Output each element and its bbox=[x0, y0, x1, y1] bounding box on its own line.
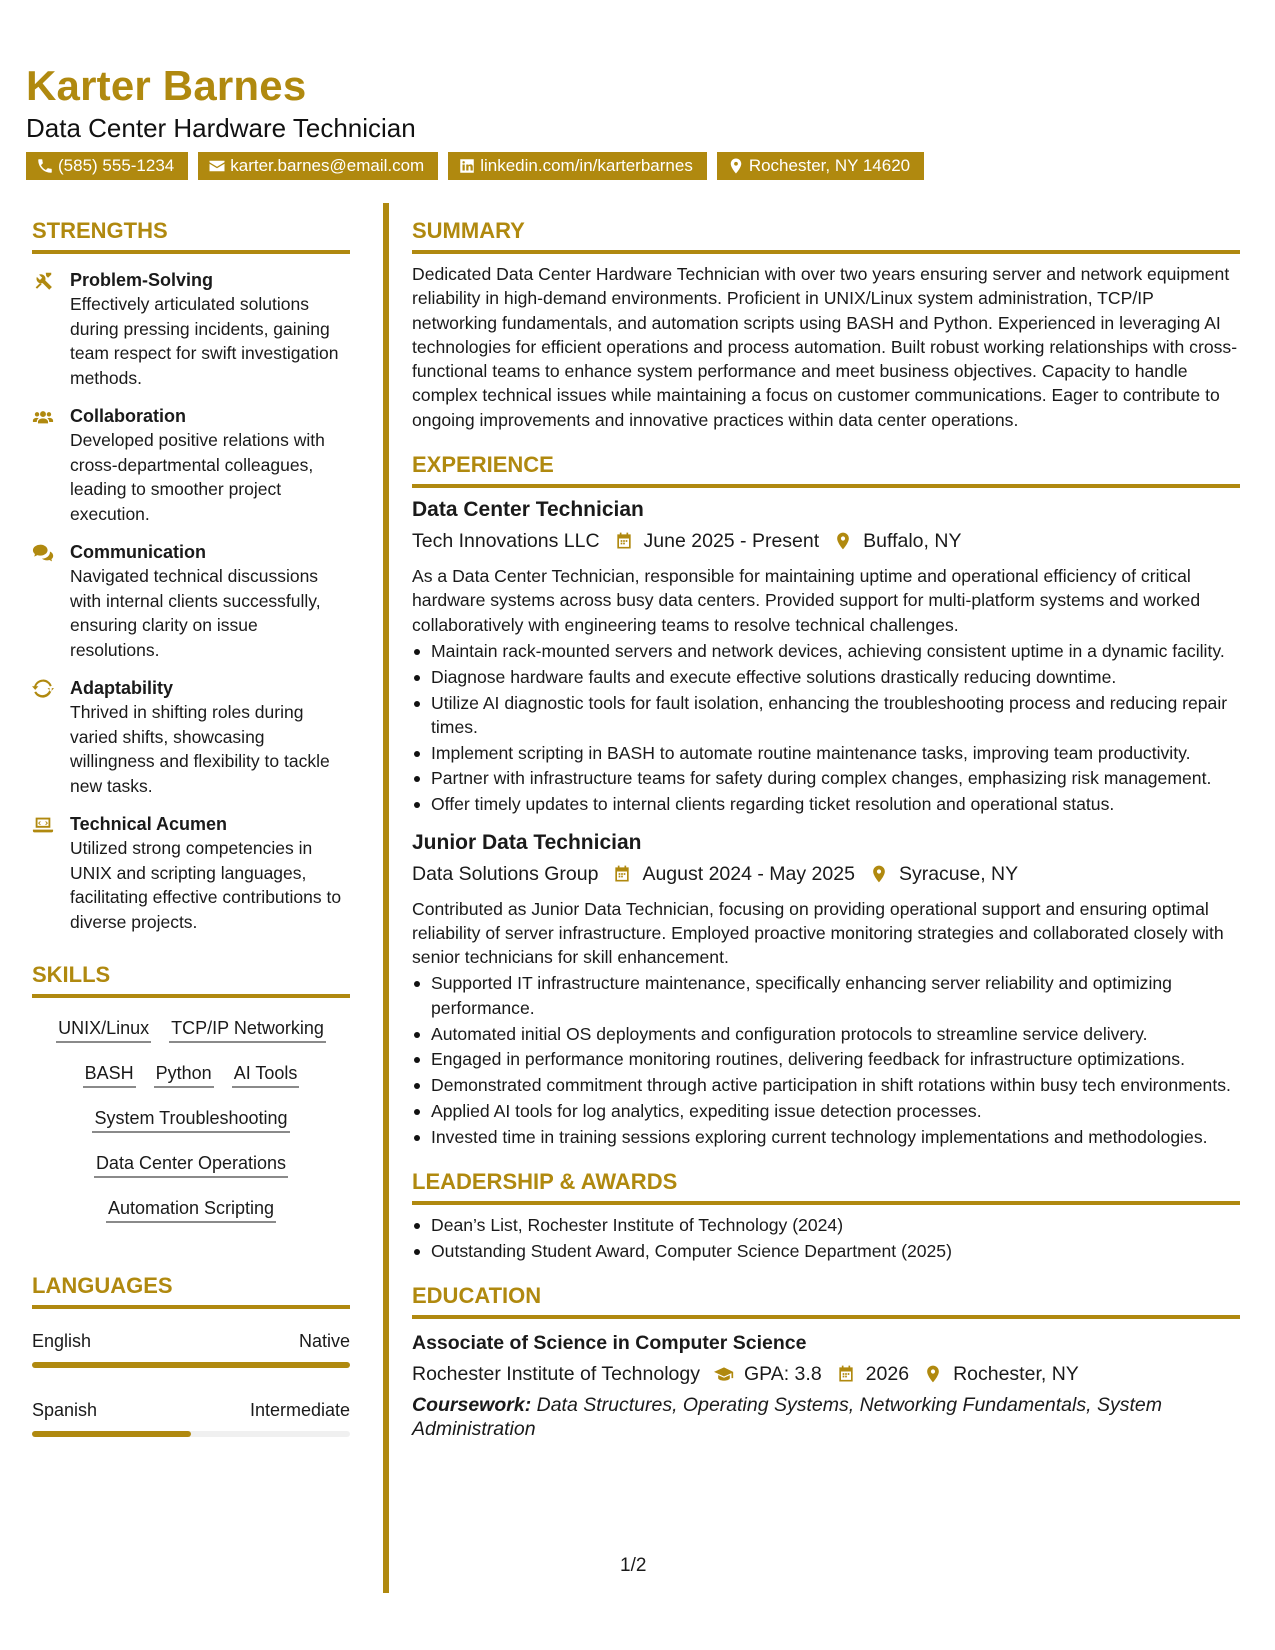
job-dates: June 2025 - Present bbox=[643, 530, 820, 553]
bullet-item: Offer timely updates to internal clients regarding ticket resolution and operational status. bbox=[412, 792, 1240, 816]
coursework bbox=[412, 1393, 1240, 1441]
awards-list bbox=[412, 1213, 1240, 1263]
job-company: Data Solutions Group bbox=[412, 862, 599, 885]
skills-list bbox=[32, 1008, 350, 1233]
job-dates: August 2024 - May 2025 bbox=[642, 862, 855, 885]
bullet-item: Implement scripting in BASH to automate routine maintenance tasks, improving team productivity. bbox=[412, 741, 1240, 765]
email-icon bbox=[208, 157, 226, 175]
language-item bbox=[32, 1331, 350, 1368]
page-number: 1/2 bbox=[620, 1555, 647, 1576]
strength-desc: Navigated technical discussions with internal clients successfully, ensuring clarity on issue resolutions. bbox=[70, 566, 321, 660]
location-icon bbox=[869, 864, 889, 884]
job-description: As a Data Center Technician, responsible for maintaining uptime and operational efficiency of critical hardware systems across busy data centers. Provided support for multi-platform systems and worked collaboratively with engineering teams to resolve technical challenges. bbox=[412, 566, 1201, 635]
contact-location bbox=[717, 152, 924, 180]
awards-heading: LEADERSHIP & AWARDS bbox=[412, 1169, 1240, 1205]
candidate-name: Karter Barnes bbox=[26, 62, 307, 109]
chat-icon bbox=[32, 542, 54, 564]
language-bar-fill bbox=[32, 1431, 191, 1437]
skills-heading: SKILLS bbox=[32, 962, 350, 998]
strength-item bbox=[32, 676, 350, 798]
skill-tag: AI Tools bbox=[232, 1063, 300, 1088]
strengths-heading: STRENGTHS bbox=[32, 218, 350, 254]
bullet-item: Invested time in training sessions exploring current technology implementations and methodologies. bbox=[412, 1125, 1240, 1149]
bullet-item: Applied AI tools for log analytics, expediting issue detection processes. bbox=[412, 1099, 1240, 1123]
skill-tag: System Troubleshooting bbox=[92, 1108, 289, 1133]
strength-desc: Thrived in shifting roles during varied shifts, showcasing willingness and flexibility to tackle new tasks. bbox=[70, 702, 330, 796]
calendar-icon bbox=[614, 531, 634, 551]
bullet-item: Partner with infrastructure teams for safety during complex changes, emphasizing risk management. bbox=[412, 766, 1240, 790]
contact-linkedin-text: linkedin.com/in/karterbarnes bbox=[480, 156, 693, 175]
job-location: Buffalo, NY bbox=[863, 530, 962, 553]
phone-icon bbox=[36, 157, 54, 175]
linkedin-icon bbox=[458, 157, 476, 175]
strength-desc: Effectively articulated solutions during pressing incidents, gaining team respect for swift investigation methods. bbox=[70, 294, 339, 388]
column-divider bbox=[383, 203, 389, 1593]
bullet-item: Supported IT infrastructure maintenance, specifically enhancing server reliability and optimizing performance. bbox=[412, 971, 1240, 1020]
school-location: Rochester, NY bbox=[953, 1363, 1079, 1386]
contact-email-text: karter.barnes@email.com bbox=[230, 156, 425, 175]
language-bar bbox=[32, 1362, 350, 1368]
strength-item bbox=[32, 540, 350, 662]
graduation-cap-icon bbox=[714, 1364, 734, 1384]
calendar-icon bbox=[612, 864, 632, 884]
strength-name: Technical Acumen bbox=[70, 814, 228, 834]
award-item: Outstanding Student Award, Computer Science Department (2025) bbox=[412, 1239, 1240, 1263]
contact-linkedin[interactable] bbox=[448, 152, 707, 180]
award-item: Dean’s List, Rochester Institute of Technology (2024) bbox=[412, 1213, 1240, 1237]
school-name: Rochester Institute of Technology bbox=[412, 1363, 700, 1386]
strength-item bbox=[32, 268, 350, 390]
bullet-item: Maintain rack-mounted servers and network devices, achieving consistent uptime in a dynamic facility. bbox=[412, 639, 1240, 663]
job-bullets bbox=[412, 971, 1240, 1149]
contact-bar bbox=[26, 152, 924, 180]
language-level: Intermediate bbox=[249, 1400, 350, 1420]
users-icon bbox=[32, 406, 54, 428]
coursework-label: Coursework: bbox=[412, 1394, 532, 1417]
refresh-icon bbox=[32, 678, 54, 700]
job-description: Contributed as Junior Data Technician, focusing on providing operational support and ensuring optimal reliability of server infrastructure. Employed proactive monitoring strategies and collaborated closely with senior technicians for skill enhancement. bbox=[412, 898, 1224, 968]
calendar-icon bbox=[836, 1364, 856, 1384]
job-meta bbox=[412, 859, 1240, 889]
bullet-item: Diagnose hardware faults and execute effective solutions drastically reducing downtime. bbox=[412, 665, 1240, 689]
experience-heading: EXPERIENCE bbox=[412, 452, 1240, 488]
job-entry bbox=[412, 829, 1240, 1149]
degree-title: Associate of Science in Computer Science bbox=[412, 1332, 807, 1355]
summary-heading: SUMMARY bbox=[412, 218, 1240, 254]
education-heading: EDUCATION bbox=[412, 1283, 1240, 1319]
location-icon bbox=[833, 531, 853, 551]
contact-location-text: Rochester, NY 14620 bbox=[748, 156, 911, 175]
skill-tag: BASH bbox=[83, 1063, 136, 1088]
language-item bbox=[32, 1400, 350, 1437]
strength-name: Adaptability bbox=[70, 678, 174, 698]
job-bullets bbox=[412, 639, 1240, 817]
bullet-item: Utilize AI diagnostic tools for fault isolation, enhancing the troubleshooting process and reducing repair times. bbox=[412, 691, 1240, 740]
skill-tag: Automation Scripting bbox=[106, 1198, 276, 1223]
job-title: Junior Data Technician bbox=[412, 830, 642, 854]
gpa: GPA: 3.8 bbox=[743, 1363, 822, 1386]
strength-desc: Developed positive relations with cross-departmental colleagues, leading to smoother project execution. bbox=[70, 430, 325, 524]
language-bar bbox=[32, 1431, 350, 1437]
language-bar-fill bbox=[32, 1362, 350, 1368]
contact-phone-text: (585) 555-1234 bbox=[58, 156, 175, 175]
strength-desc: Utilized strong competencies in UNIX and scripting languages, facilitating effective contributions to diverse projects. bbox=[70, 838, 342, 932]
laptop-code-icon bbox=[32, 814, 54, 836]
job-location: Syracuse, NY bbox=[898, 862, 1019, 885]
language-name: English bbox=[32, 1331, 92, 1351]
job-title: Data Center Technician bbox=[412, 498, 644, 522]
strength-name: Problem-Solving bbox=[70, 270, 214, 290]
job-entry bbox=[412, 496, 1240, 816]
right-column bbox=[412, 218, 1240, 1441]
strength-name: Communication bbox=[70, 542, 207, 562]
languages-heading: LANGUAGES bbox=[32, 1273, 350, 1309]
tools-icon bbox=[32, 270, 54, 292]
location-icon bbox=[727, 157, 745, 175]
graduation-year: 2026 bbox=[865, 1363, 910, 1386]
job-meta bbox=[412, 526, 1240, 556]
education-meta bbox=[412, 1359, 1240, 1389]
contact-phone[interactable] bbox=[26, 152, 188, 180]
contact-email[interactable] bbox=[198, 152, 438, 180]
strength-item bbox=[32, 812, 350, 934]
location-icon bbox=[923, 1364, 943, 1384]
bullet-item: Automated initial OS deployments and configuration protocols to streamline service delivery. bbox=[412, 1022, 1240, 1046]
coursework-text: Data Structures, Operating Systems, Networking Fundamentals, System Administration bbox=[412, 1394, 1162, 1441]
strength-item bbox=[32, 404, 350, 526]
candidate-title: Data Center Hardware Technician bbox=[26, 113, 416, 143]
skill-tag: UNIX/Linux bbox=[56, 1018, 151, 1043]
bullet-item: Engaged in performance monitoring routines, delivering feedback for infrastructure optimizations. bbox=[412, 1047, 1240, 1071]
left-column bbox=[32, 218, 350, 1437]
skill-tag: TCP/IP Networking bbox=[169, 1018, 326, 1043]
job-company: Tech Innovations LLC bbox=[412, 530, 600, 553]
language-level: Native bbox=[298, 1331, 350, 1351]
language-name: Spanish bbox=[32, 1400, 98, 1420]
summary-text: Dedicated Data Center Hardware Technician with over two years ensuring server and network equipment reliability in high-demand environments. Proficient in UNIX/Linux system administration, TCP/IP networking fundamentals, and automation scripts using BASH and Python. Experienced in leveraging AI technologies for efficient operations and process automation. Built robust working relationships with cross-functional teams to enhance system performance and meet business objectives. Capacity to handle complex technical issues while maintaining a focus on customer communications. Eager to contribute to ongoing improvements and innovative practices within data center operations. bbox=[412, 264, 1238, 430]
skill-tag: Python bbox=[154, 1063, 214, 1088]
strength-name: Collaboration bbox=[70, 406, 186, 426]
bullet-item: Demonstrated commitment through active participation in shift rotations within busy tech environments. bbox=[412, 1073, 1240, 1097]
skill-tag: Data Center Operations bbox=[94, 1153, 288, 1178]
